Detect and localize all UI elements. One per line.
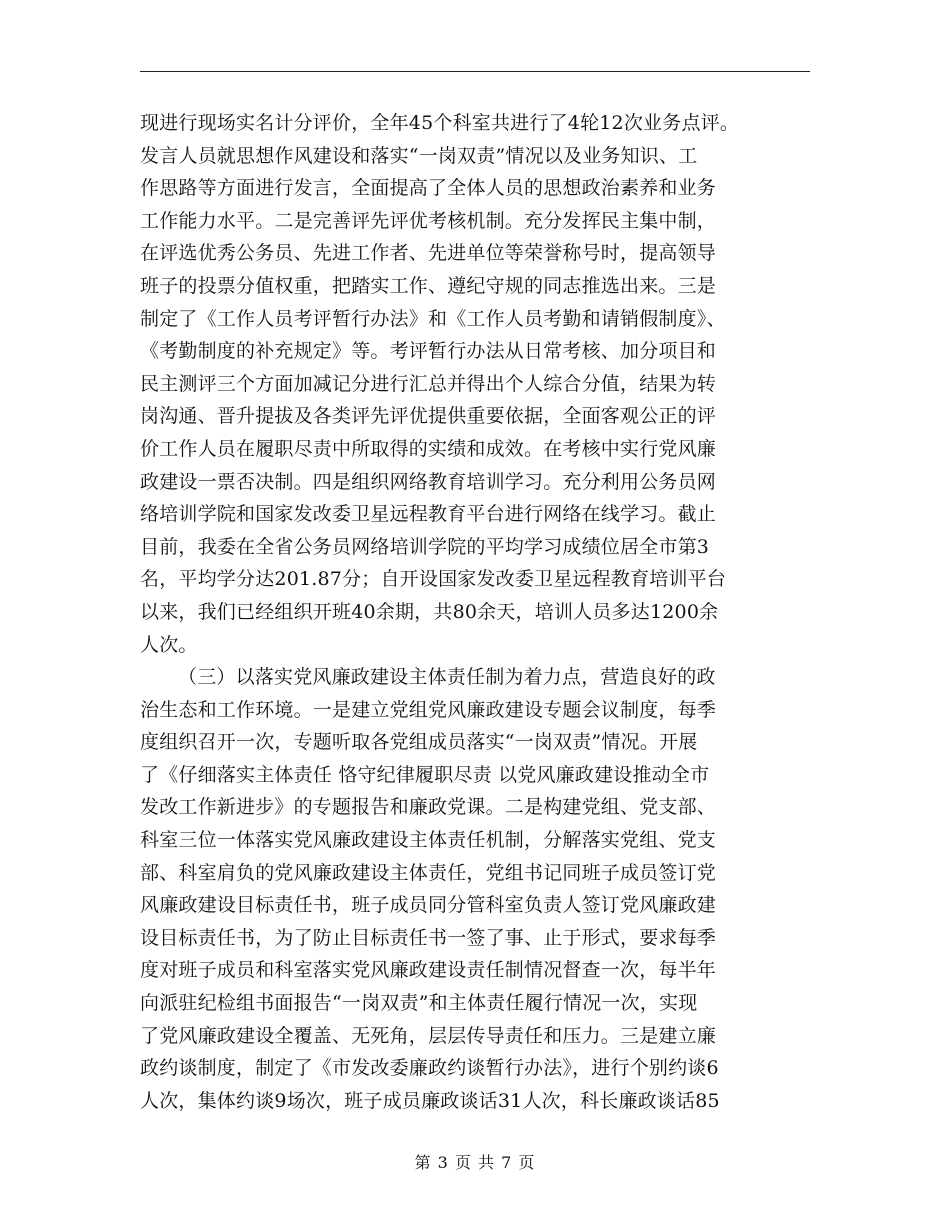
body-text	[140, 107, 830, 1117]
text-line: 向派驻纪检组书面报告“一岗双责”和主体责任履行情况一次，实现	[140, 992, 698, 1015]
text-line: 度组织召开一次，专题听取各党组成员落实“一岗双责”情况。开展	[140, 731, 698, 754]
text-line: 工作能力水平。二是完善评先评优考核机制。充分发挥民主集中制，	[140, 209, 717, 232]
text-line: 以来，我们已经组织开班40余期，共80余天，培训人员多达1200余	[140, 600, 719, 623]
text-line: 度对班子成员和科室落实党风廉政建设责任制情况督查一次，每半年	[140, 959, 717, 982]
text-line: 发改工作新进步》的专题报告和廉政党课。二是构建党组、党支部、	[140, 796, 717, 819]
text-line: 风廉政建设目标责任书，班子成员同分管科室负责人签订党风廉政建	[140, 894, 717, 917]
text-line: 部、科室肩负的党风廉政建设主体责任，党组书记同班子成员签订党	[140, 861, 717, 884]
text-line: 政建设一票否决制。四是组织网络教育培训学习。充分利用公务员网	[140, 470, 717, 493]
text-line: 制定了《工作人员考评暂行办法》和《工作人员考勤和请销假制度》、	[140, 307, 726, 330]
text-line: 设目标责任书，为了防止目标责任书一签了事、止于形式，要求每季	[140, 926, 717, 949]
text-line: 治生态和工作环境。一是建立党组党风廉政建设专题会议制度，每季	[140, 698, 717, 721]
text-line: 政约谈制度，制定了《市发改委廉政约谈暂行办法》，进行个别约谈6	[140, 1057, 719, 1080]
text-line: 《考勤制度的补充规定》等。考评暂行办法从日常考核、加分项目和	[140, 340, 717, 363]
header-rule	[140, 71, 810, 72]
text-line: 在评选优秀公务员、先进工作者、先进单位等荣誉称号时，提高领导	[140, 242, 717, 265]
text-line: 价工作人员在履职尽责中所取得的实绩和成效。在考核中实行党风廉	[140, 437, 717, 460]
text-line: 人次，集体约谈9场次，班子成员廉政谈话31人次，科长廉政谈话85	[140, 1089, 720, 1112]
text-line: 作思路等方面进行发言，全面提高了全体人员的思想政治素养和业务	[140, 177, 717, 200]
text-line: 发言人员就思想作风建设和落实“一岗双责”情况以及业务知识、工	[140, 144, 698, 167]
page-footer: 第 3 页 共 7 页	[414, 1153, 536, 1172]
text-line: 岗沟通、晋升提拔及各类评先评优提供重要依据，全面客观公正的评	[140, 405, 717, 428]
text-line: 了《仔细落实主体责任 恪守纪律履职尽责 以党风廉政建设推动全市	[140, 763, 710, 786]
text-line: 民主测评三个方面加减记分进行汇总并得出个人综合分值，结果为转	[140, 372, 717, 395]
text-line: 目前，我委在全省公务员网络培训学院的平均学习成绩位居全市第3	[140, 535, 710, 558]
text-line: 络培训学院和国家发改委卫星远程教育平台进行网络在线学习。截止	[140, 503, 717, 526]
text-line: 人次。	[140, 633, 198, 656]
text-line: 科室三位一体落实党风廉政建设主体责任机制，分解落实党组、党支	[140, 829, 717, 852]
text-line: 班子的投票分值权重，把踏实工作、遵纪守规的同志推选出来。三是	[140, 274, 717, 297]
text-line: 现进行现场实名计分评价，全年45个科室共进行了4轮12次业务点评。	[140, 112, 740, 134]
text-line: 了党风廉政建设全覆盖、无死角，层层传导责任和压力。三是建立廉	[140, 1024, 717, 1047]
text-line: （三）以落实党风廉政建设主体责任制为着力点，营造良好的政	[178, 666, 716, 689]
text-line: 名，平均学分达201.87分；自开设国家发改委卫星远程教育培训平台	[140, 568, 727, 591]
